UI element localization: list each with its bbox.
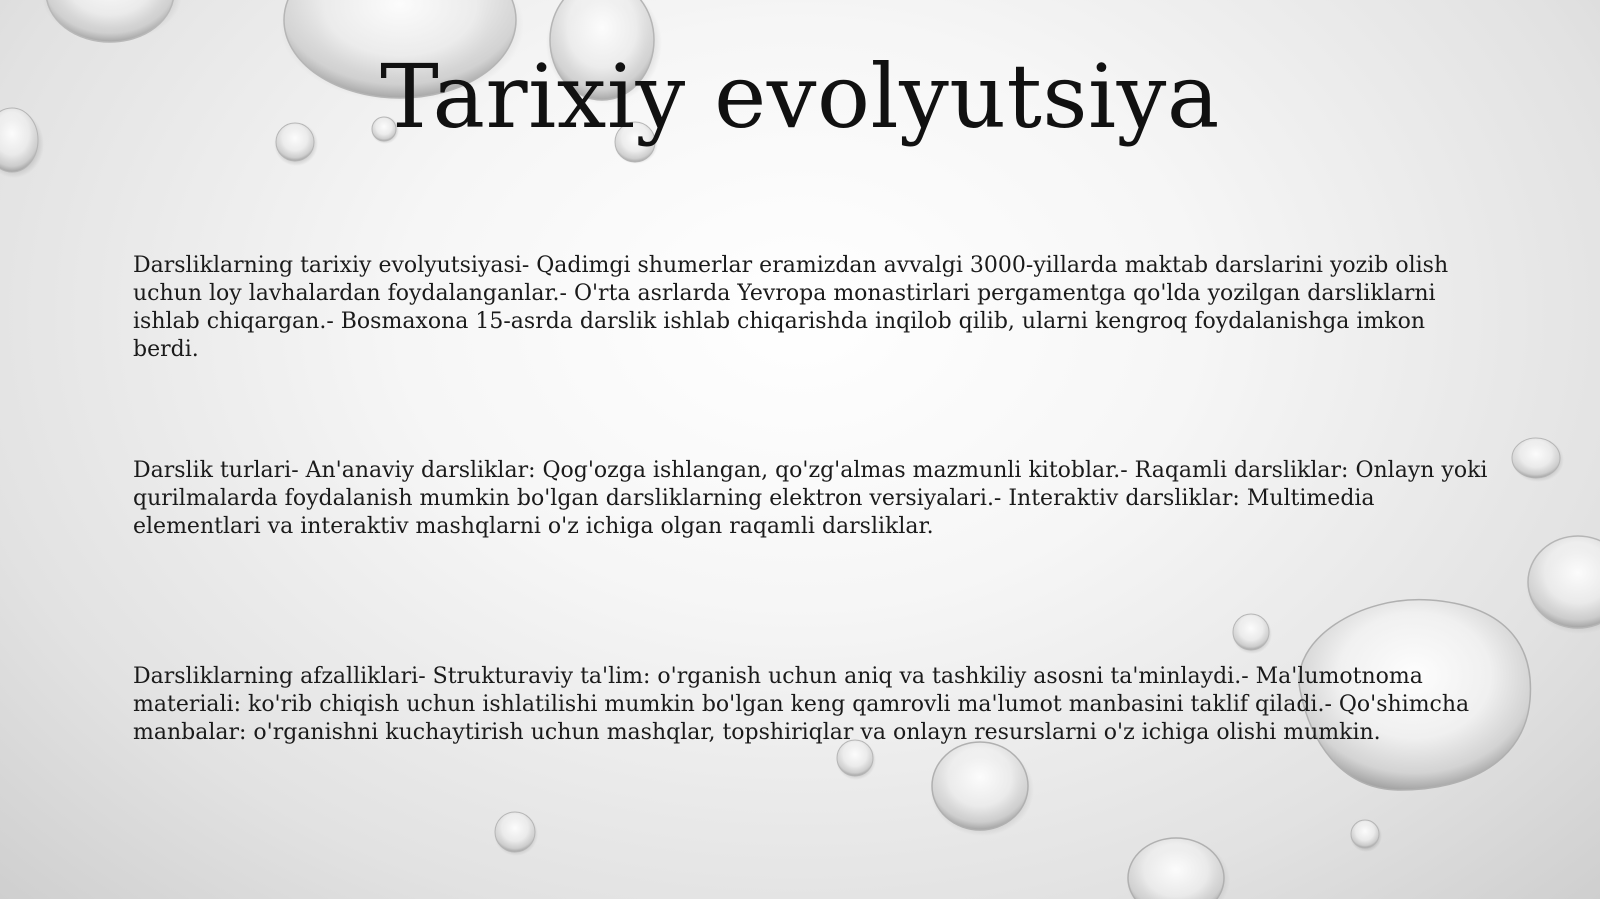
drop	[1512, 438, 1564, 482]
paragraph-types: Darslik turlari- An'anaviy darsliklar: Qog'ozga ishlangan, qo'zg'almas mazmunli kitoblar.- Raqamli darsliklar: Onlayn yoki qurilmalarda foydalanish mumkin bo'lgan darsliklarning elektron versiyalari.- Interaktiv darsliklar: Multimedia elementlari va interaktiv mashqlarni o'z ichiga olgan raqamli darsliklar.	[133, 458, 1488, 539]
paragraph-history: Darsliklarning tarixiy evolyutsiyasi- Qadimgi shumerlar eramizdan avvalgi 3000-yillarda maktab darslarini yozib olish uchun loy lavhalardan foydalanganlar.- O'rta asrlarda Yevropa monastirlari pergamentga qo'lda yozilgan darsliklarni ishlab chiqargan.- Bosmaxona 15-asrda darslik ishlab chiqarishda inqilob qilib, ularni kengroq foydalanishga imkon berdi.	[133, 253, 1449, 362]
drop	[1232, 614, 1272, 654]
slide-title: Tarixiy evolyutsiya	[380, 45, 1220, 148]
drop	[1126, 838, 1230, 899]
drop	[930, 742, 1034, 836]
paragraph-advantages: Darsliklarning afzalliklari- Strukturaviy ta'lim: o'rganish uchun aniq va tashkiliy asosni ta'minlaydi.- Ma'lumotnoma materiali: ko'rib chiqish uchun ishlatilishi mumkin bo'lgan keng qamrovli ma'lumot manbasini taklif qiladi.- Qo'shimcha manbalar: o'rganishni kuchaytirish uchun mashqlar, topshiriqlar va onlayn resurslarni o'z ichiga olishi mumkin.	[133, 664, 1470, 745]
drop	[494, 812, 538, 856]
drop	[1526, 536, 1600, 634]
drop	[42, 0, 182, 42]
drop	[1350, 820, 1382, 852]
